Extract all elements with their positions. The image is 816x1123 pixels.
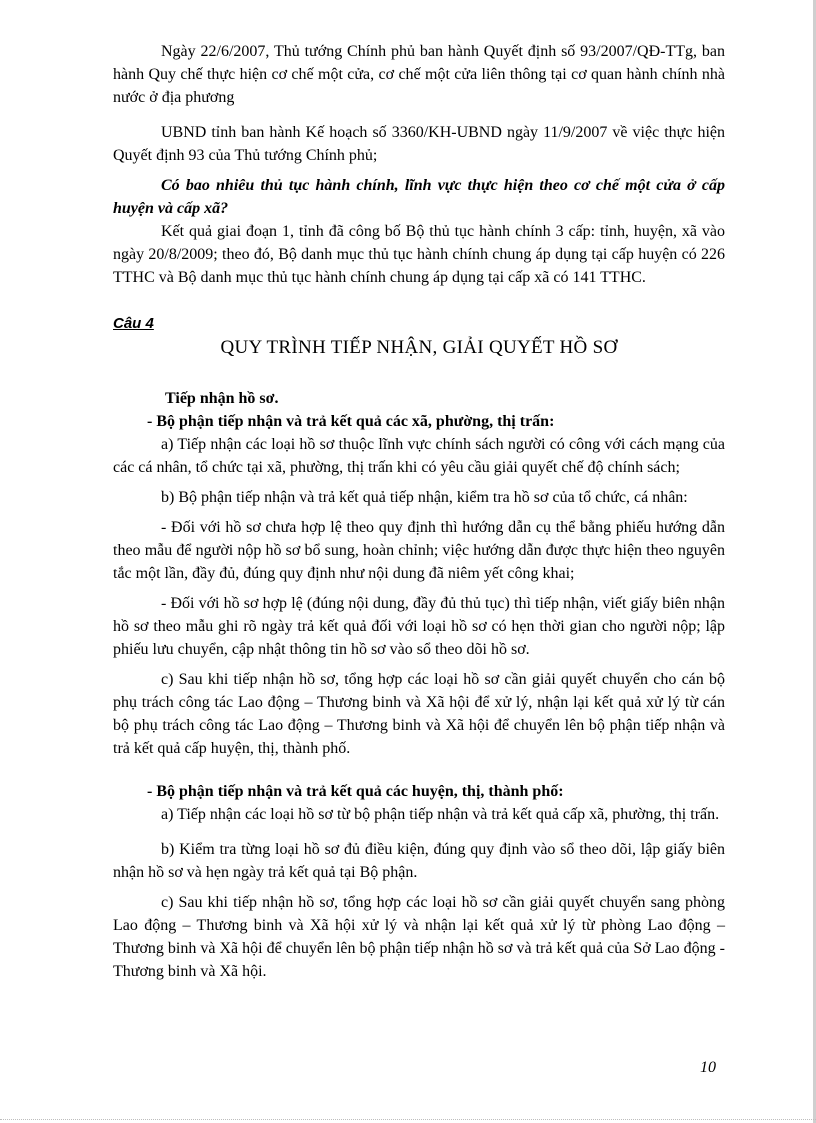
answer-text: Kết quả giai đoạn 1, tỉnh đã công bố Bộ thủ tục hành chính 3 cấp: tỉnh, huyện, xã vào ngày 20/8/2009; theo đó, Bộ danh mục thủ tục hành chính chung áp dụng tại cấp huyện có 226 TTHC và Bộ danh mục thủ tục hành chính chung áp dụng tại cấp xã có 141 TTHC. — [113, 223, 725, 286]
chapter-title: QUY TRÌNH TIẾP NHẬN, GIẢI QUYẾT HỒ SƠ — [220, 337, 618, 358]
commune-item-b: b) Bộ phận tiếp nhận và trả kết quả tiếp nhận, kiểm tra hồ sơ của tổ chức, cá nhân: — [161, 489, 688, 506]
district-heading: - Bộ phận tiếp nhận và trả kết quả các huyện, thị, thành phố: — [147, 783, 564, 800]
page-number: 10 — [700, 1059, 716, 1076]
paragraph-decision-93: Ngày 22/6/2007, Thủ tướng Chính phủ ban hành Quyết định số 93/2007/QĐ-TTg, ban hành Quy chế thực hiện cơ chế một cửa, cơ chế một cửa liên thông tại cơ quan hành chính nhà nước ở địa phương — [113, 43, 725, 106]
page-edge-bottom — [0, 1119, 816, 1120]
district-item-c: c) Sau khi tiếp nhận hồ sơ, tổng hợp các loại hồ sơ cần giải quyết chuyển sang phòng Lao động – Thương binh và Xã hội xử lý và nhận lại kết quả xử lý từ phòng Lao động – Thương binh và Xã hội để chuyển lên bộ phận tiếp nhận hồ sơ và trả kết quả của Sở Lao động - Thương binh và Xã hội. — [113, 894, 725, 980]
commune-item-a: a) Tiếp nhận các loại hồ sơ thuộc lĩnh vực chính sách người có công với cách mạng của các cá nhân, tổ chức tại xã, phường, thị trấn khi có yêu cầu giải quyết chế độ chính sách; — [113, 436, 725, 476]
district-item-a: a) Tiếp nhận các loại hồ sơ từ bộ phận tiếp nhận và trả kết quả cấp xã, phường, thị trấn. — [161, 806, 720, 823]
commune-item-b2: - Đối với hồ sơ hợp lệ (đúng nội dung, đầy đủ thủ tục) thì tiếp nhận, viết giấy biên nhận hồ sơ theo mẫu ghi rõ ngày trả kết quả đối với loại hồ sơ có hẹn thời gian cho người nộp; lập phiếu lưu chuyển, cập nhật thông tin hồ sơ vào sổ theo dõi hồ sơ. — [113, 595, 725, 658]
page-content — [113, 40, 725, 983]
paragraph-plan-3360: UBND tỉnh ban hành Kế hoạch số 3360/KH-UBND ngày 11/9/2007 về việc thực hiện Quyết định 93 của Thủ tướng Chính phủ; — [113, 124, 725, 164]
section-title: Tiếp nhận hồ sơ. — [165, 390, 279, 407]
commune-item-c: c) Sau khi tiếp nhận hồ sơ, tổng hợp các loại hồ sơ cần giải quyết chuyển cho cán bộ phụ trách công tác Lao động – Thương binh và Xã hội để xử lý, nhận lại kết quả xử lý từ cán bộ phụ trách công tác Lao động – Thương binh và Xã hội để chuyển lên bộ phận tiếp nhận và trả kết quả cấp huyện, thị, thành phố. — [113, 671, 725, 757]
question-number-label: Câu 4 — [113, 315, 154, 332]
commune-item-b1: - Đối với hồ sơ chưa hợp lệ theo quy định thì hướng dẫn cụ thể bằng phiếu hướng dẫn theo mẫu để người nộp hồ sơ bổ sung, hoàn chỉnh; việc hướng dẫn được thực hiện theo nguyên tắc một lần, đầy đủ, đúng quy định như nội dung đã niêm yết công khai; — [113, 519, 725, 582]
commune-heading: - Bộ phận tiếp nhận và trả kết quả các xã, phường, thị trấn: — [147, 413, 555, 430]
question-text: Có bao nhiêu thủ tục hành chính, lĩnh vực thực hiện theo cơ chế một cửa ở cấp huyện và cấp xã? — [113, 177, 725, 217]
district-item-b: b) Kiểm tra từng loại hồ sơ đủ điều kiện, đúng quy định vào sổ theo dõi, lập giấy biên nhận hồ sơ và hẹn ngày trả kết quả tại Bộ phận. — [113, 841, 725, 881]
